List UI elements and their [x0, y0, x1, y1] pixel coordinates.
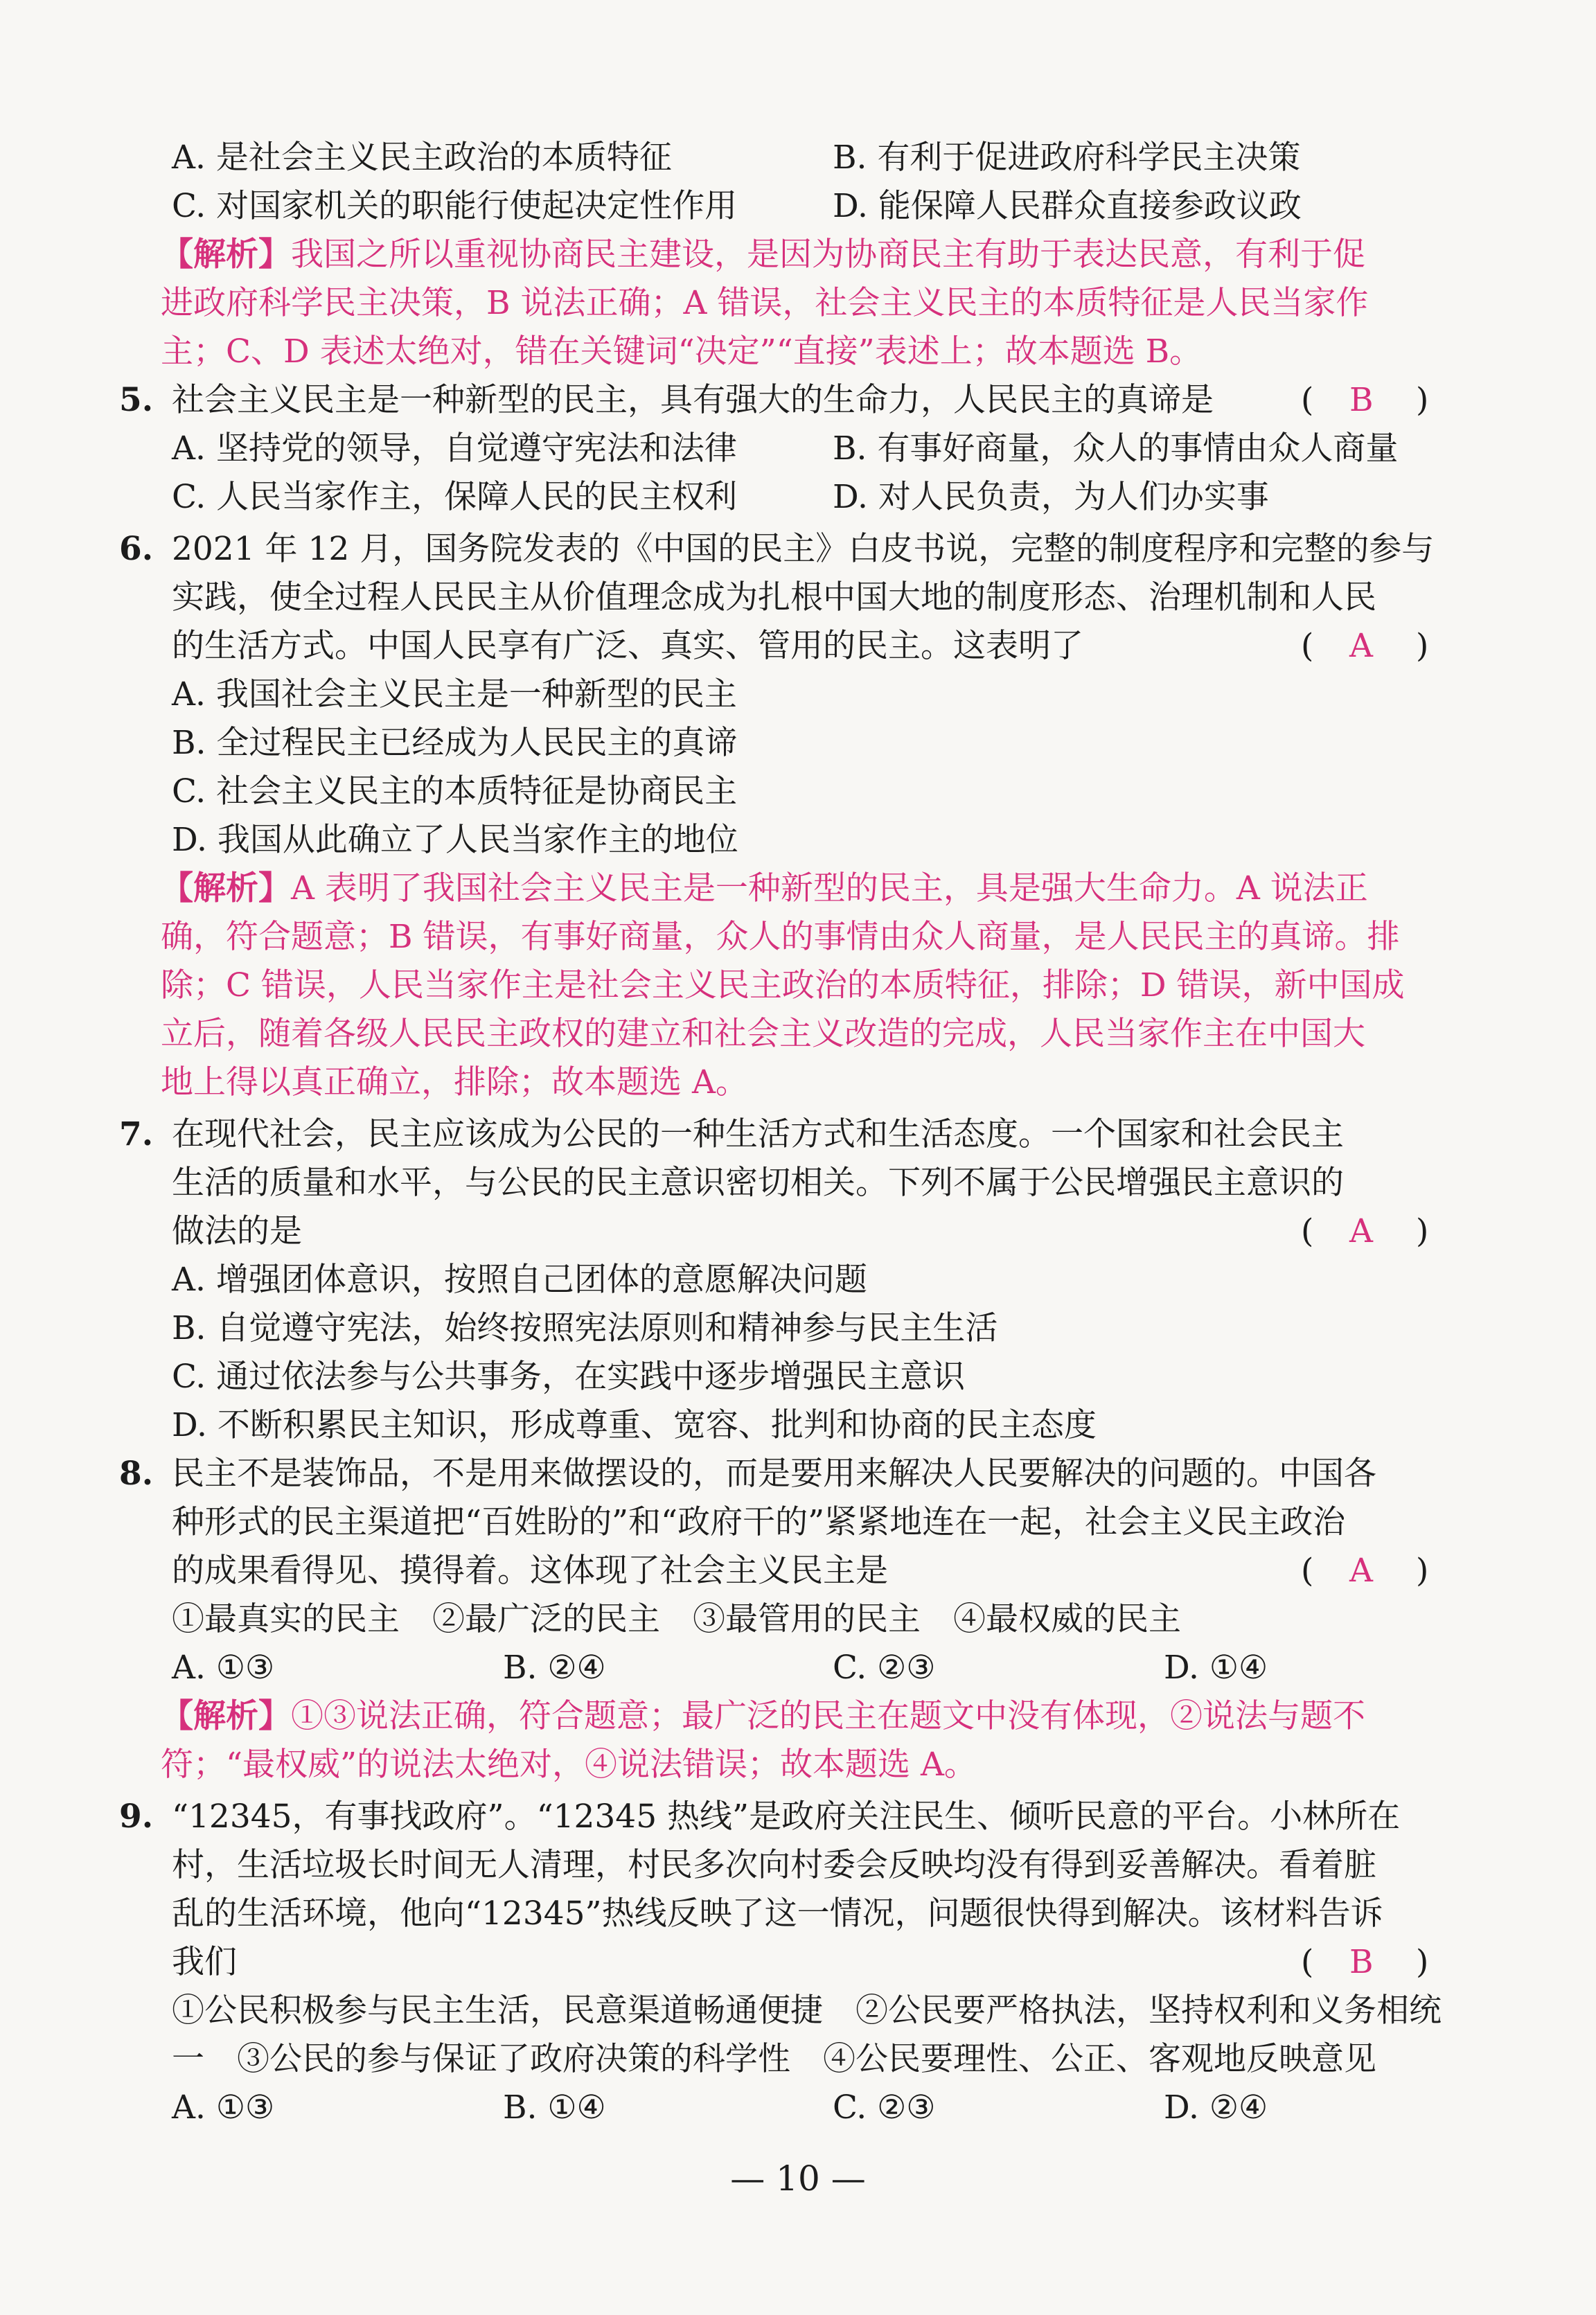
q9-stem-text: 我们: [172, 1943, 237, 1981]
q8-items: ①最真实的民主 ②最广泛的民主 ③最管用的民主 ④最权威的民主: [172, 1600, 1181, 1638]
q6-analysis-line-4: [0, 1010, 1596, 1058]
q8-analysis-text: 符；“最权威”的说法太绝对，④说法错误；故本题选 A。: [161, 1746, 977, 1784]
q9-answer: B: [1349, 1943, 1374, 1981]
q5-option-b: B. 有事好商量，众人的事情由众人商量: [833, 429, 1399, 468]
q5-answer: B: [1349, 381, 1374, 419]
q8-analysis-line-1: [0, 1692, 1596, 1741]
q8-items-row: [0, 1595, 1596, 1644]
q8-options-row: [0, 1644, 1596, 1692]
q6-analysis-line-1: [0, 864, 1596, 913]
q8-stem-text: 种形式的民主渠道把“百姓盼的”和“政府干的”紧紧地连在一起，社会主义民主政治: [172, 1503, 1346, 1541]
q9-stem-text: 村，生活垃圾长时间无人清理，村民多次向村委会反映均没有得到妥善解决。看着脏: [172, 1846, 1376, 1884]
q6-option-a-row: [0, 671, 1596, 719]
q6-option-b-row: [0, 719, 1596, 768]
q9-option-c: C. ②③: [833, 2088, 936, 2127]
q7-option-c: C. 通过依法参与公共事务，在实践中逐步增强民主意识: [172, 1358, 966, 1396]
q8-option-c: C. ②③: [833, 1649, 936, 1687]
q7-stem-line-1: [0, 1110, 1596, 1159]
q8-number: 8.: [119, 1455, 154, 1493]
q7-option-a: A. 增强团体意识，按照自己团体的意愿解决问题: [172, 1261, 867, 1299]
q7-option-b-row: [0, 1304, 1596, 1353]
q8-answer-paren-close: ): [1416, 1552, 1429, 1590]
q8-option-d: D. ①④: [1164, 1649, 1268, 1687]
q8-answer: A: [1349, 1552, 1373, 1590]
q5-option-c: C. 人民当家作主，保障人民的民主权利: [172, 478, 738, 516]
q7-option-b: B. 自觉遵守宪法，始终按照宪法原则和精神参与民主生活: [172, 1309, 998, 1347]
q6-stem-line-2: [0, 574, 1596, 622]
q6-stem-text: 2021 年 12 月，国务院发表的《中国的民主》白皮书说，完整的制度程序和完整的参与: [172, 530, 1435, 568]
q7-stem-line-3: [0, 1207, 1596, 1256]
q6-answer: A: [1349, 627, 1373, 665]
q6-answer-paren-open: (: [1301, 627, 1314, 665]
q9-stem-text: “12345，有事找政府”。“12345 热线”是政府关注民生、倾听民意的平台。小林所在: [172, 1798, 1401, 1836]
q9-stem-line-2: [0, 1841, 1596, 1890]
q9-stem-line-3: [0, 1890, 1596, 1938]
q4-option-a: A. 是社会主义民主政治的本质特征: [172, 139, 672, 177]
q9-items: 一 ③公民的参与保证了政府决策的科学性 ④公民要理性、公正、客观地反映意见: [172, 2040, 1376, 2078]
q7-stem-text: 在现代社会，民主应该成为公民的一种生活方式和生活态度。一个国家和社会民主: [172, 1115, 1344, 1153]
q6-analysis-text: 确，符合题意；B 错误，有事好商量，众人的事情由众人商量，是人民民主的真谛。排: [161, 918, 1400, 956]
q9-items-row-1: [0, 1987, 1596, 2035]
q6-option-d: D. 我国从此确立了人民当家作主的地位: [172, 821, 738, 859]
q8-stem-line-3: [0, 1547, 1596, 1595]
q6-analysis-label: 【解析】: [161, 869, 291, 907]
q6-analysis-text: 除；C 错误，人民当家作主是社会主义民主政治的本质特征，排除；D 错误，新中国成: [161, 966, 1405, 1004]
q6-stem-line-1: [0, 525, 1596, 574]
q6-analysis-text: 立后，随着各级人民民主政权的建立和社会主义改造的完成，人民当家作主在中国大: [161, 1015, 1365, 1053]
q8-stem-text: 的成果看得见、摸得着。这体现了社会主义民主是: [172, 1552, 888, 1590]
q9-items-row-2: [0, 2035, 1596, 2084]
q8-analysis-label: 【解析】: [161, 1697, 291, 1735]
q6-stem-line-3: [0, 622, 1596, 671]
q9-number: 9.: [119, 1798, 154, 1836]
q5-option-a: A. 坚持党的领导，自觉遵守宪法和法律: [172, 429, 737, 468]
q7-stem-line-2: [0, 1159, 1596, 1207]
q8-stem-text: 民主不是装饰品，不是用来做摆设的，而是要用来解决人民要解决的问题的。中国各: [172, 1455, 1376, 1493]
q5-answer-paren-close: ): [1416, 381, 1429, 419]
q8-analysis-text: ①③说法正确，符合题意；最广泛的民主在题文中没有体现，②说法与题不: [291, 1697, 1365, 1735]
q5-options-row-2: [0, 473, 1596, 522]
q8-stem-line-1: [0, 1450, 1596, 1498]
q5-stem: [0, 376, 1596, 425]
q9-stem-line-4: [0, 1938, 1596, 1987]
q8-stem-line-2: [0, 1498, 1596, 1547]
q7-answer-paren-open: (: [1301, 1212, 1314, 1250]
q4-analysis-line-1: [0, 231, 1596, 279]
q5-options-row-1: [0, 425, 1596, 473]
q4-analysis-text: 进政府科学民主决策，B 说法正确；A 错误，社会主义民主的本质特征是人民当家作: [161, 284, 1369, 322]
q5-stem-text: 社会主义民主是一种新型的民主，具有强大的生命力，人民民主的真谛是: [172, 381, 1214, 419]
q6-option-c-row: [0, 768, 1596, 816]
q5-answer-paren-open: (: [1301, 381, 1314, 419]
q9-options-row: [0, 2084, 1596, 2132]
q8-answer-paren-open: (: [1301, 1552, 1314, 1590]
q6-number: 6.: [119, 530, 154, 568]
q9-stem-line-1: [0, 1793, 1596, 1841]
q9-stem-text: 乱的生活环境，他向“12345”热线反映了这一情况，问题很快得到解决。该材料告诉: [172, 1895, 1383, 1933]
q9-option-d: D. ②④: [1164, 2088, 1268, 2127]
q6-analysis-line-2: [0, 913, 1596, 961]
q7-option-a-row: [0, 1256, 1596, 1304]
q7-option-d: D. 不断积累民主知识，形成尊重、宽容、批判和协商的民主态度: [172, 1406, 1097, 1444]
q7-option-d-row: [0, 1401, 1596, 1450]
q4-analysis-label: 【解析】: [161, 236, 291, 274]
q7-answer: A: [1349, 1212, 1373, 1250]
q6-option-a: A. 我国社会主义民主是一种新型的民主: [172, 675, 737, 713]
q4-analysis-line-2: [0, 279, 1596, 328]
q6-option-b: B. 全过程民主已经成为人民民主的真谛: [172, 724, 738, 762]
q9-option-a: A. ①③: [172, 2088, 275, 2127]
q8-option-a: A. ①③: [172, 1649, 275, 1687]
q5-option-d: D. 对人民负责，为人们办实事: [833, 478, 1269, 516]
page-number: — 10 —: [730, 2158, 866, 2199]
q9-answer-paren-close: ): [1416, 1943, 1429, 1981]
q5-number: 5.: [119, 381, 154, 419]
q6-stem-text: 实践，使全过程人民民主从价值理念成为扎根中国大地的制度形态、治理机制和人民: [172, 578, 1376, 617]
q6-analysis-line-3: [0, 961, 1596, 1010]
q4-option-d: D. 能保障人民群众直接参政议政: [833, 187, 1302, 225]
q4-analysis-text: 主；C、D 表述太绝对，错在关键词“决定”“直接”表述上；故本题选 B。: [161, 332, 1203, 371]
q8-option-b: B. ②④: [503, 1649, 606, 1687]
q7-answer-paren-close: ): [1416, 1212, 1429, 1250]
q7-stem-text: 生活的质量和水平，与公民的民主意识密切相关。下列不属于公民增强民主意识的: [172, 1164, 1344, 1202]
q7-option-c-row: [0, 1353, 1596, 1401]
q9-answer-paren-open: (: [1301, 1943, 1314, 1981]
q4-options-row-2: [0, 182, 1596, 231]
q7-stem-text: 做法的是: [172, 1212, 302, 1250]
q4-options-row-1: [0, 134, 1596, 182]
q6-analysis-text: A 表明了我国社会主义民主是一种新型的民主，具是强大生命力。A 说法正: [291, 869, 1368, 907]
q4-analysis-line-3: [0, 328, 1596, 376]
q6-answer-paren-close: ): [1416, 627, 1429, 665]
q4-option-c: C. 对国家机关的职能行使起决定性作用: [172, 187, 738, 225]
q4-option-b: B. 有利于促进政府科学民主决策: [833, 139, 1301, 177]
q6-option-d-row: [0, 816, 1596, 864]
q6-analysis-line-5: [0, 1058, 1596, 1107]
q6-stem-text: 的生活方式。中国人民享有广泛、真实、管用的民主。这表明了: [172, 627, 1083, 665]
q6-option-c: C. 社会主义民主的本质特征是协商民主: [172, 772, 738, 810]
q4-analysis-text: 我国之所以重视协商民主建设，是因为协商民主有助于表达民意，有利于促: [291, 236, 1365, 274]
q9-items: ①公民积极参与民主生活，民意渠道畅通便捷 ②公民要严格执法，坚持权利和义务相统: [172, 1992, 1442, 2030]
q7-number: 7.: [119, 1115, 154, 1153]
q6-analysis-text: 地上得以真正确立，排除；故本题选 A。: [161, 1063, 748, 1101]
q8-analysis-line-2: [0, 1741, 1596, 1789]
q9-option-b: B. ①④: [503, 2088, 606, 2127]
